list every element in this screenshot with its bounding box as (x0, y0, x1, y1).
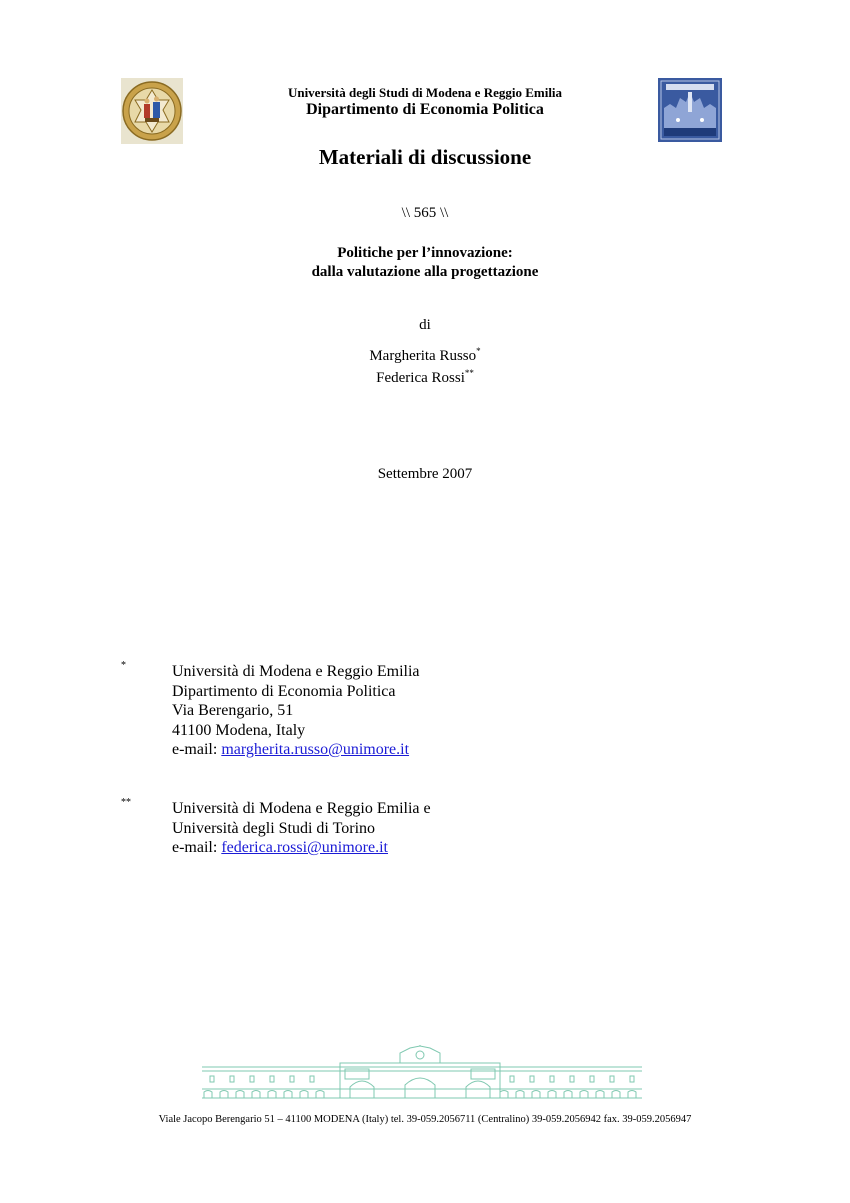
paper-title-line-1: Politiche per l’innovazione: (337, 245, 513, 261)
publication-date: Settembre 2007 (377, 466, 473, 482)
author-2 (0, 368, 850, 387)
email-link-rossi[interactable]: federica.rossi@unimore.it (221, 839, 388, 856)
footnote-2-mark: ** (121, 797, 131, 808)
footnote-1-line: Via Berengario, 51 (172, 702, 294, 719)
footnote-2-line: Università di Modena e Reggio Emilia e (172, 800, 431, 817)
building-facade-icon (200, 1045, 644, 1101)
email-link-russo[interactable]: margherita.russo@unimore.it (221, 741, 410, 758)
department-name: Dipartimento di Economia Politica (306, 101, 544, 118)
footnote-1-email-line (172, 740, 409, 760)
series-number: \\ 565 \\ (401, 205, 449, 221)
email-label: e-mail: (172, 741, 222, 758)
author-1 (0, 346, 850, 365)
paper-title-line-2: dalla valutazione alla progettazione (311, 264, 539, 280)
footer-address: Viale Jacopo Berengario 51 – 41100 MODENA (Italy) tel. 39-059.2056711 (Centralino) 39-059.2056942 fax. 39-059.2056947 (158, 1114, 692, 1125)
footnote-2-line: Università degli Studi di Torino (172, 820, 376, 837)
email-label: e-mail: (172, 839, 222, 856)
author-name: Federica Rossi (376, 370, 465, 386)
by-label: di (419, 317, 431, 333)
series-title: Materiali di discussione (318, 145, 532, 169)
author-footnote-mark: ** (464, 368, 474, 378)
footnote-2-email-line (172, 838, 388, 858)
footnote-1-line: Università di Modena e Reggio Emilia (172, 663, 420, 680)
footnote-1-line: Dipartimento di Economia Politica (172, 683, 396, 700)
footnote-1-mark: * (121, 660, 126, 671)
university-name: Università degli Studi di Modena e Reggio Emilia (287, 85, 563, 100)
footnote-1-line: 41100 Modena, Italy (172, 722, 306, 739)
author-footnote-mark: * (476, 346, 481, 356)
author-name: Margherita Russo (369, 348, 477, 364)
